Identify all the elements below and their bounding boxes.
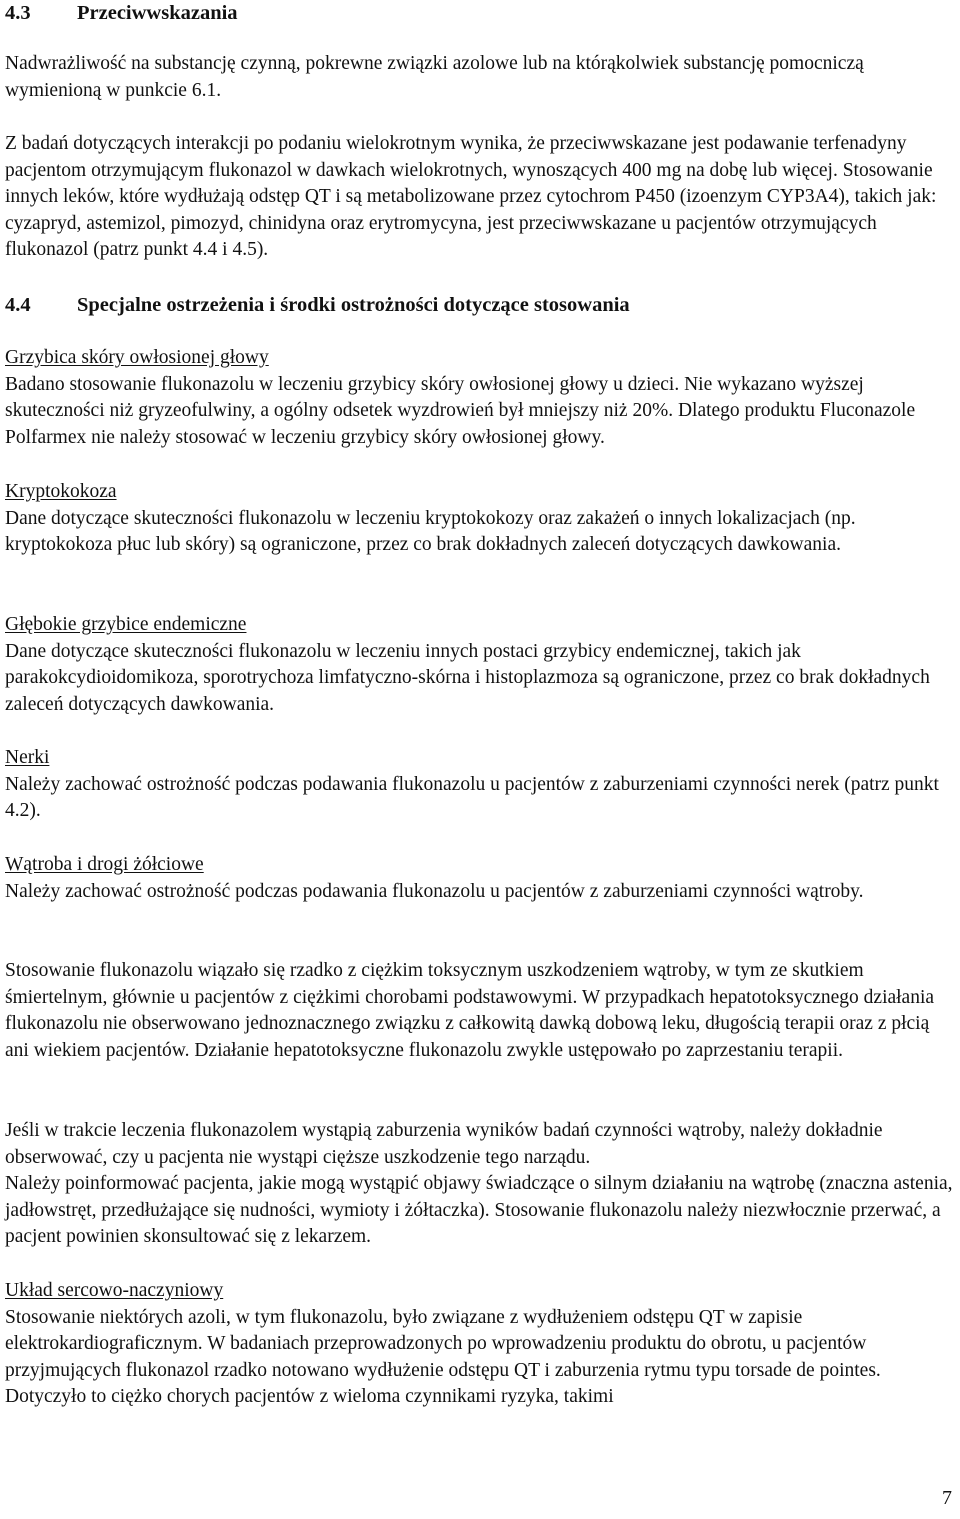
subsection-text: Stosowanie niektórych azoli, w tym flukonazolu, było związane z wydłużeniem odstępu QT w zapisie elektrokardiograficznym. W badaniach przeprowadzonych po wprowadzeniu produktu do obrotu, u pacjentów przyjmujących flukonazol rzadko notowano wydłużenie odstępu QT i zaburzenia rytmu typu torsade de pointes. Dotyczyło to ciężko chorych pacjentów z wieloma czynnikami ryzyka, takimi: [5, 1306, 881, 1408]
paragraph-text: Stosowanie flukonazolu wiązało się rzadko z ciężkim toksycznym uszkodzeniem wątroby, w tym ze skutkiem śmiertelnym, głównie u pacjentów z ciężkimi chorobami podstawowymi. W przypadkach hepatotoksycznego działania flukonazolu nie obserwowano jednoznacznego związku z całkowitą dawką dobową leku, długością terapii oraz z płcią ani wiekiem pacjentów. Działanie hepatotoksyczne flukonazolu zwykle ustępowało po zaprzestaniu terapii.: [5, 960, 935, 1061]
paragraph-hepatotoxicity: [5, 958, 957, 1064]
group-tinea-capitis: [5, 345, 957, 451]
group-liver: [5, 852, 957, 905]
group-endemic-mycoses: [5, 612, 957, 718]
subsection-text: Należy zachować ostrożność podczas podawania flukonazolu u pacjentów z zaburzeniami czynności nerek (patrz punkt 4.2).: [5, 773, 939, 822]
group-cryptococcosis: [5, 479, 957, 559]
paragraph-text: Należy poinformować pacjenta, jakie mogą wystąpić objawy świadczące o silnym działaniu na wątrobę (znaczna astenia, jadłowstręt, przedłużające się nudności, wymioty i żółtaczka). Stosowanie flukonazolu należy niezwłocznie przerwać, a pacjent powinien skonsultować się z lekarzem.: [5, 1173, 953, 1248]
subsection-text: Badano stosowanie flukonazolu w leczeniu grzybicy skóry owłosionej głowy u dzieci. Nie wykazano wyższej skuteczności niż gryzeofulwiny, a ogólny odsetek wyzdrowień był mniejszy niż 20%. Dlatego produktu Fluconazole Polfarmex nie należy stosować w leczeniu grzybicy skóry owłosionej głowy.: [5, 373, 916, 448]
subsection-text: Dane dotyczące skuteczności flukonazolu w leczeniu innych postaci grzybicy endemicznej, takich jak parakokcydioidomikoza, sporotrychoza limfatyczno-skórna i histoplazmoza są ograniczone, przez co brak dokładnych zaleceń dotyczących dawkowania.: [5, 640, 930, 715]
subsection-title: Układ sercowo-naczyniowy: [5, 1280, 224, 1301]
subsection-title: Nerki: [5, 747, 50, 768]
paragraph-text: Nadwrażliwość na substancję czynną, pokrewne związki azolowe lub na którąkolwiek substancję pomocniczą wymienioną w punkcie 6.1.: [5, 53, 864, 101]
subsection-title: Wątroba i drogi żółciowe: [5, 854, 204, 875]
subsection-title: Kryptokokoza: [5, 481, 117, 502]
subsection-title: Głębokie grzybice endemiczne: [5, 614, 247, 635]
paragraph-text: Jeśli w trakcie leczenia flukonazolem wystąpią zaburzenia wyników badań czynności wątroby, należy dokładnie obserwować, czy u pacjenta nie wystąpi cięższe uszkodzenie tego narządu.: [5, 1120, 883, 1168]
group-kidneys: [5, 745, 957, 825]
section-heading-4-4: [5, 292, 630, 318]
paragraph-text: Z badań dotyczących interakcji po podaniu wielokrotnym wynika, że przeciwwskazane jest podawanie terfenadyny pacjentom otrzymującym flukonazol w dawkach wielokrotnych, wynoszących 400 mg na dobę lub więcej. Stosowanie innych leków, które wydłużają odstęp QT i są metabolizowane przez cytochrom P450 (izoenzym CYP3A4), takich jak: cyzapryd, astemizol, pimozyd, chinidyna oraz erytromycyna, jest przeciwwskazane u pacjentów otrzymujących flukonazol (patrz punkt 4.4 i 4.5).: [5, 133, 937, 261]
subsection-title: Grzybica skóry owłosionej głowy: [5, 347, 269, 368]
section-number: 4.3: [5, 2, 31, 24]
section-heading-4-3: [5, 0, 238, 26]
section-title: Przeciwwskazania: [77, 2, 238, 24]
page-number: 7: [942, 1487, 952, 1509]
paragraph-terfenadine-interaction: [5, 131, 957, 264]
section-number: 4.4: [5, 294, 31, 316]
group-cardiovascular: [5, 1278, 957, 1411]
section-title: Specjalne ostrzeżenia i środki ostrożności dotyczące stosowania: [77, 294, 630, 316]
paragraph-hypersensitivity: [5, 51, 957, 104]
paragraph-liver-monitoring: [5, 1118, 957, 1251]
subsection-text: Należy zachować ostrożność podczas podawania flukonazolu u pacjentów z zaburzeniami czynności wątroby.: [5, 880, 864, 902]
subsection-text: Dane dotyczące skuteczności flukonazolu w leczeniu kryptokokozy oraz zakażeń o innych lokalizacjach (np. kryptokokoza płuc lub skóry) są ograniczone, przez co brak dokładnych zaleceń dotyczących dawkowania.: [5, 507, 856, 556]
